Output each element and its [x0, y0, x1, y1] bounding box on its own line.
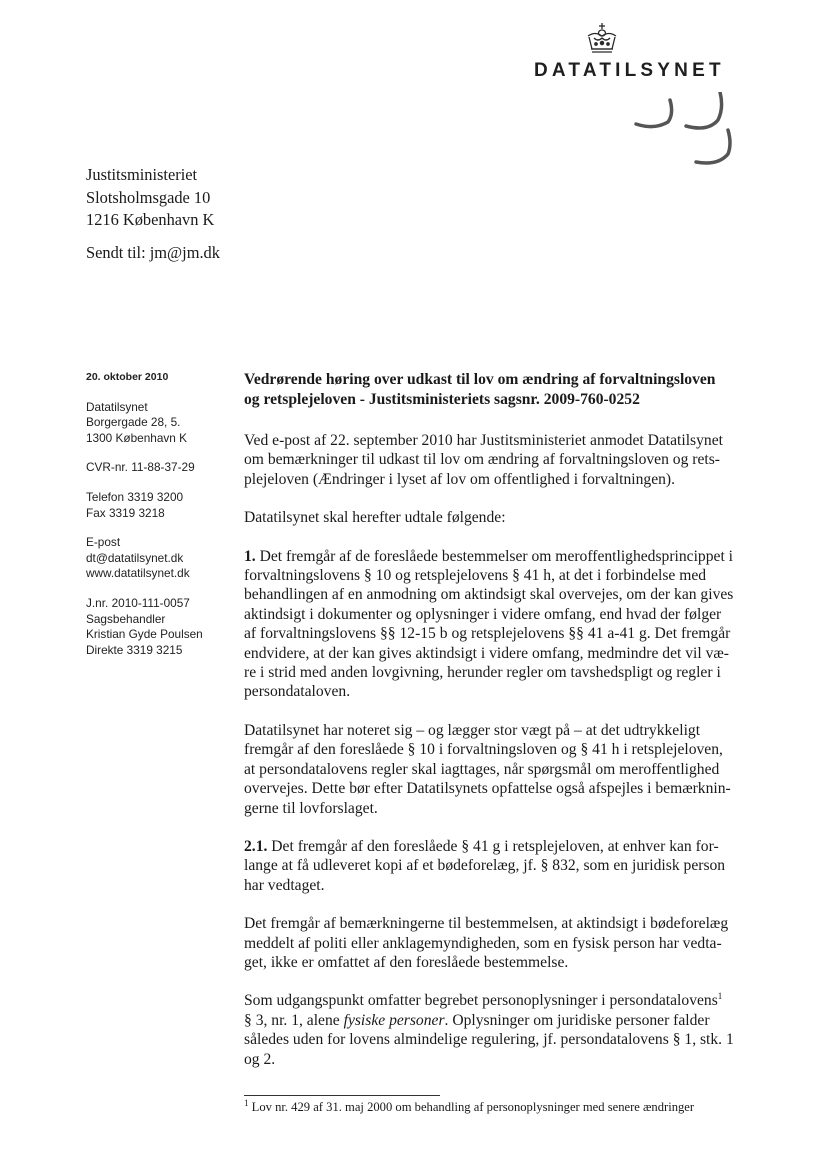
case-handler-name: Kristian Gyde Poulsen	[86, 627, 203, 642]
paragraph-section-2-1	[244, 837, 764, 895]
crown-icon	[582, 22, 622, 61]
letter-body	[244, 370, 764, 1088]
sender-address-line: 1300 København K	[86, 430, 188, 445]
text-line: har vedtaget.	[244, 876, 325, 894]
footnote-number: 1	[244, 1097, 249, 1108]
recipient-line: 1216 København K	[86, 210, 215, 229]
text-line: Datatilsynet har noteret sig – og lægger stor vægt på – at det udtrykkeligt	[244, 721, 701, 739]
footnote	[244, 1097, 695, 1115]
subject-line: og retsplejeloven - Justitsministeriets sagsnr. 2009-760-0252	[244, 391, 640, 408]
case-info	[86, 596, 236, 658]
emphasis: fysiske personer	[343, 1011, 445, 1029]
text-line: forvaltningslovens § 10 og retsplejelovens § 41 h, at det i forbindelse med	[244, 567, 707, 585]
text-line: at persondatalovens regler skal iagttages, når spørgsmål om meroffentlighed	[244, 760, 720, 778]
text-line	[244, 991, 764, 1010]
section-number: 2.1.	[244, 837, 268, 855]
sender-sidebar	[86, 370, 236, 672]
paragraph-remarks	[244, 914, 764, 972]
text-line: og 2.	[244, 1050, 276, 1068]
phone-info	[86, 490, 236, 521]
text-line: re i strid med anden lovgivning, herunder regler om tavshedspligt og regler i	[244, 664, 721, 682]
text-line: aktindsigt i dokumenter og oplysninger i videre omfang, end hvad der følger	[244, 605, 722, 623]
footnote-divider	[244, 1095, 440, 1096]
text-line: gerne til lovforslaget.	[244, 799, 378, 817]
footnote-text: Lov nr. 429 af 31. maj 2000 om behandling af personoplysninger med senere ændringer	[248, 1100, 695, 1114]
email-label: E-post	[86, 535, 121, 550]
paragraph-personal-data	[244, 991, 764, 1069]
sender-address-line: Datatilsynet	[86, 399, 148, 414]
letter-date: 20. oktober 2010	[86, 371, 169, 383]
text-fragment: Som udgangspunkt omfatter begrebet personoplysninger i persondatalovens	[244, 992, 718, 1010]
recipient-line: Slotsholmsgade 10	[86, 187, 211, 207]
text-line: persondataloven.	[244, 683, 351, 701]
paragraph-intro	[244, 431, 764, 489]
section-number: 1.	[244, 547, 256, 565]
text-line: Datatilsynet skal herefter udtale følgende:	[244, 509, 506, 527]
handwritten-check-mark	[626, 92, 746, 177]
text-line: således uden for lovens almindelige regulering, jf. persondatalovens § 1, stk. 1	[244, 1031, 734, 1049]
paragraph-note	[244, 721, 764, 818]
direct-phone: Direkte 3319 3215	[86, 642, 183, 657]
paragraph-section-1	[244, 547, 764, 702]
case-handler-label: Sagsbehandler	[86, 611, 166, 626]
sent-to: Sendt til: jm@jm.dk	[86, 243, 220, 262]
case-number: J.nr. 2010-111-0057	[86, 595, 190, 610]
text-line: om bemærkninger til udkast til lov om ændring af forvaltningsloven og rets-	[244, 451, 720, 469]
website: www.datatilsynet.dk	[86, 566, 190, 581]
cvr-number: CVR-nr. 11-88-37-29	[86, 460, 195, 475]
text-line: fremgår af den foreslåede § 10 i forvaltningsloven og § 41 h i retsplejeloven,	[244, 741, 723, 759]
footnote-ref: 1	[717, 991, 723, 1002]
text-line: meddelt af politi eller anklagemyndigheden, som en fysisk person har vedta-	[244, 934, 722, 952]
brand-name: DATATILSYNET	[534, 60, 725, 81]
letter-subject	[244, 370, 764, 410]
recipient-line: Justitsministeriet	[86, 165, 198, 184]
text-line: behandlingen af en anmodning om aktindsigt skal overvejes, om der kan gives	[244, 586, 734, 604]
text-fragment: Det fremgår af de foreslåede bestemmelser om meroffentlighedsprincippet i	[255, 547, 734, 565]
text-line: get, ikke er omfattet af den foreslåede bestemmelse.	[244, 953, 569, 971]
text-line	[244, 1011, 764, 1030]
text-line	[244, 547, 764, 566]
text-line: endvidere, at der kan gives aktindsigt i videre omfang, medmindre det vil væ-	[244, 644, 730, 662]
phone-line: Telefon 3319 3200	[86, 489, 184, 504]
recipient-address	[86, 164, 214, 232]
text-fragment: Det fremgår af den foreslåede § 41 g i retsplejeloven, at enhver kan for-	[267, 837, 719, 855]
text-fragment: . Oplysninger om juridiske personer falder	[444, 1011, 710, 1029]
text-line: af forvaltningslovens §§ 12-15 b og retsplejelovens §§ 41 a-41 g. Det fremgår	[244, 625, 731, 643]
subject-line: Vedrørende høring over udkast til lov om ændring af forvaltningsloven	[244, 371, 716, 388]
text-line: plejeloven (Ændringer i lyset af lov om offentlighed i forvaltningen).	[244, 470, 676, 488]
text-line: Det fremgår af bemærkningerne til bestemmelsen, at aktindsigt i bødeforelæg	[244, 915, 729, 933]
sender-address	[86, 400, 236, 447]
text-fragment: § 3, nr. 1, alene	[244, 1011, 344, 1029]
contact-info	[86, 535, 236, 582]
sender-address-line: Borgergade 28, 5.	[86, 415, 181, 430]
email-address: dt@datatilsynet.dk	[86, 550, 184, 565]
paragraph-statement	[244, 508, 764, 527]
text-line	[244, 837, 764, 856]
text-line: lange at få udleveret kopi af et bødeforelæg, jf. § 832, som en juridisk person	[244, 857, 726, 875]
text-line: overvejes. Dette bør efter Datatilsynets opfattelse også afspejles i bemærknin-	[244, 780, 731, 798]
fax-line: Fax 3319 3218	[86, 505, 165, 520]
text-line: Ved e-post af 22. september 2010 har Justitsministeriet anmodet Datatilsynet	[244, 432, 723, 449]
